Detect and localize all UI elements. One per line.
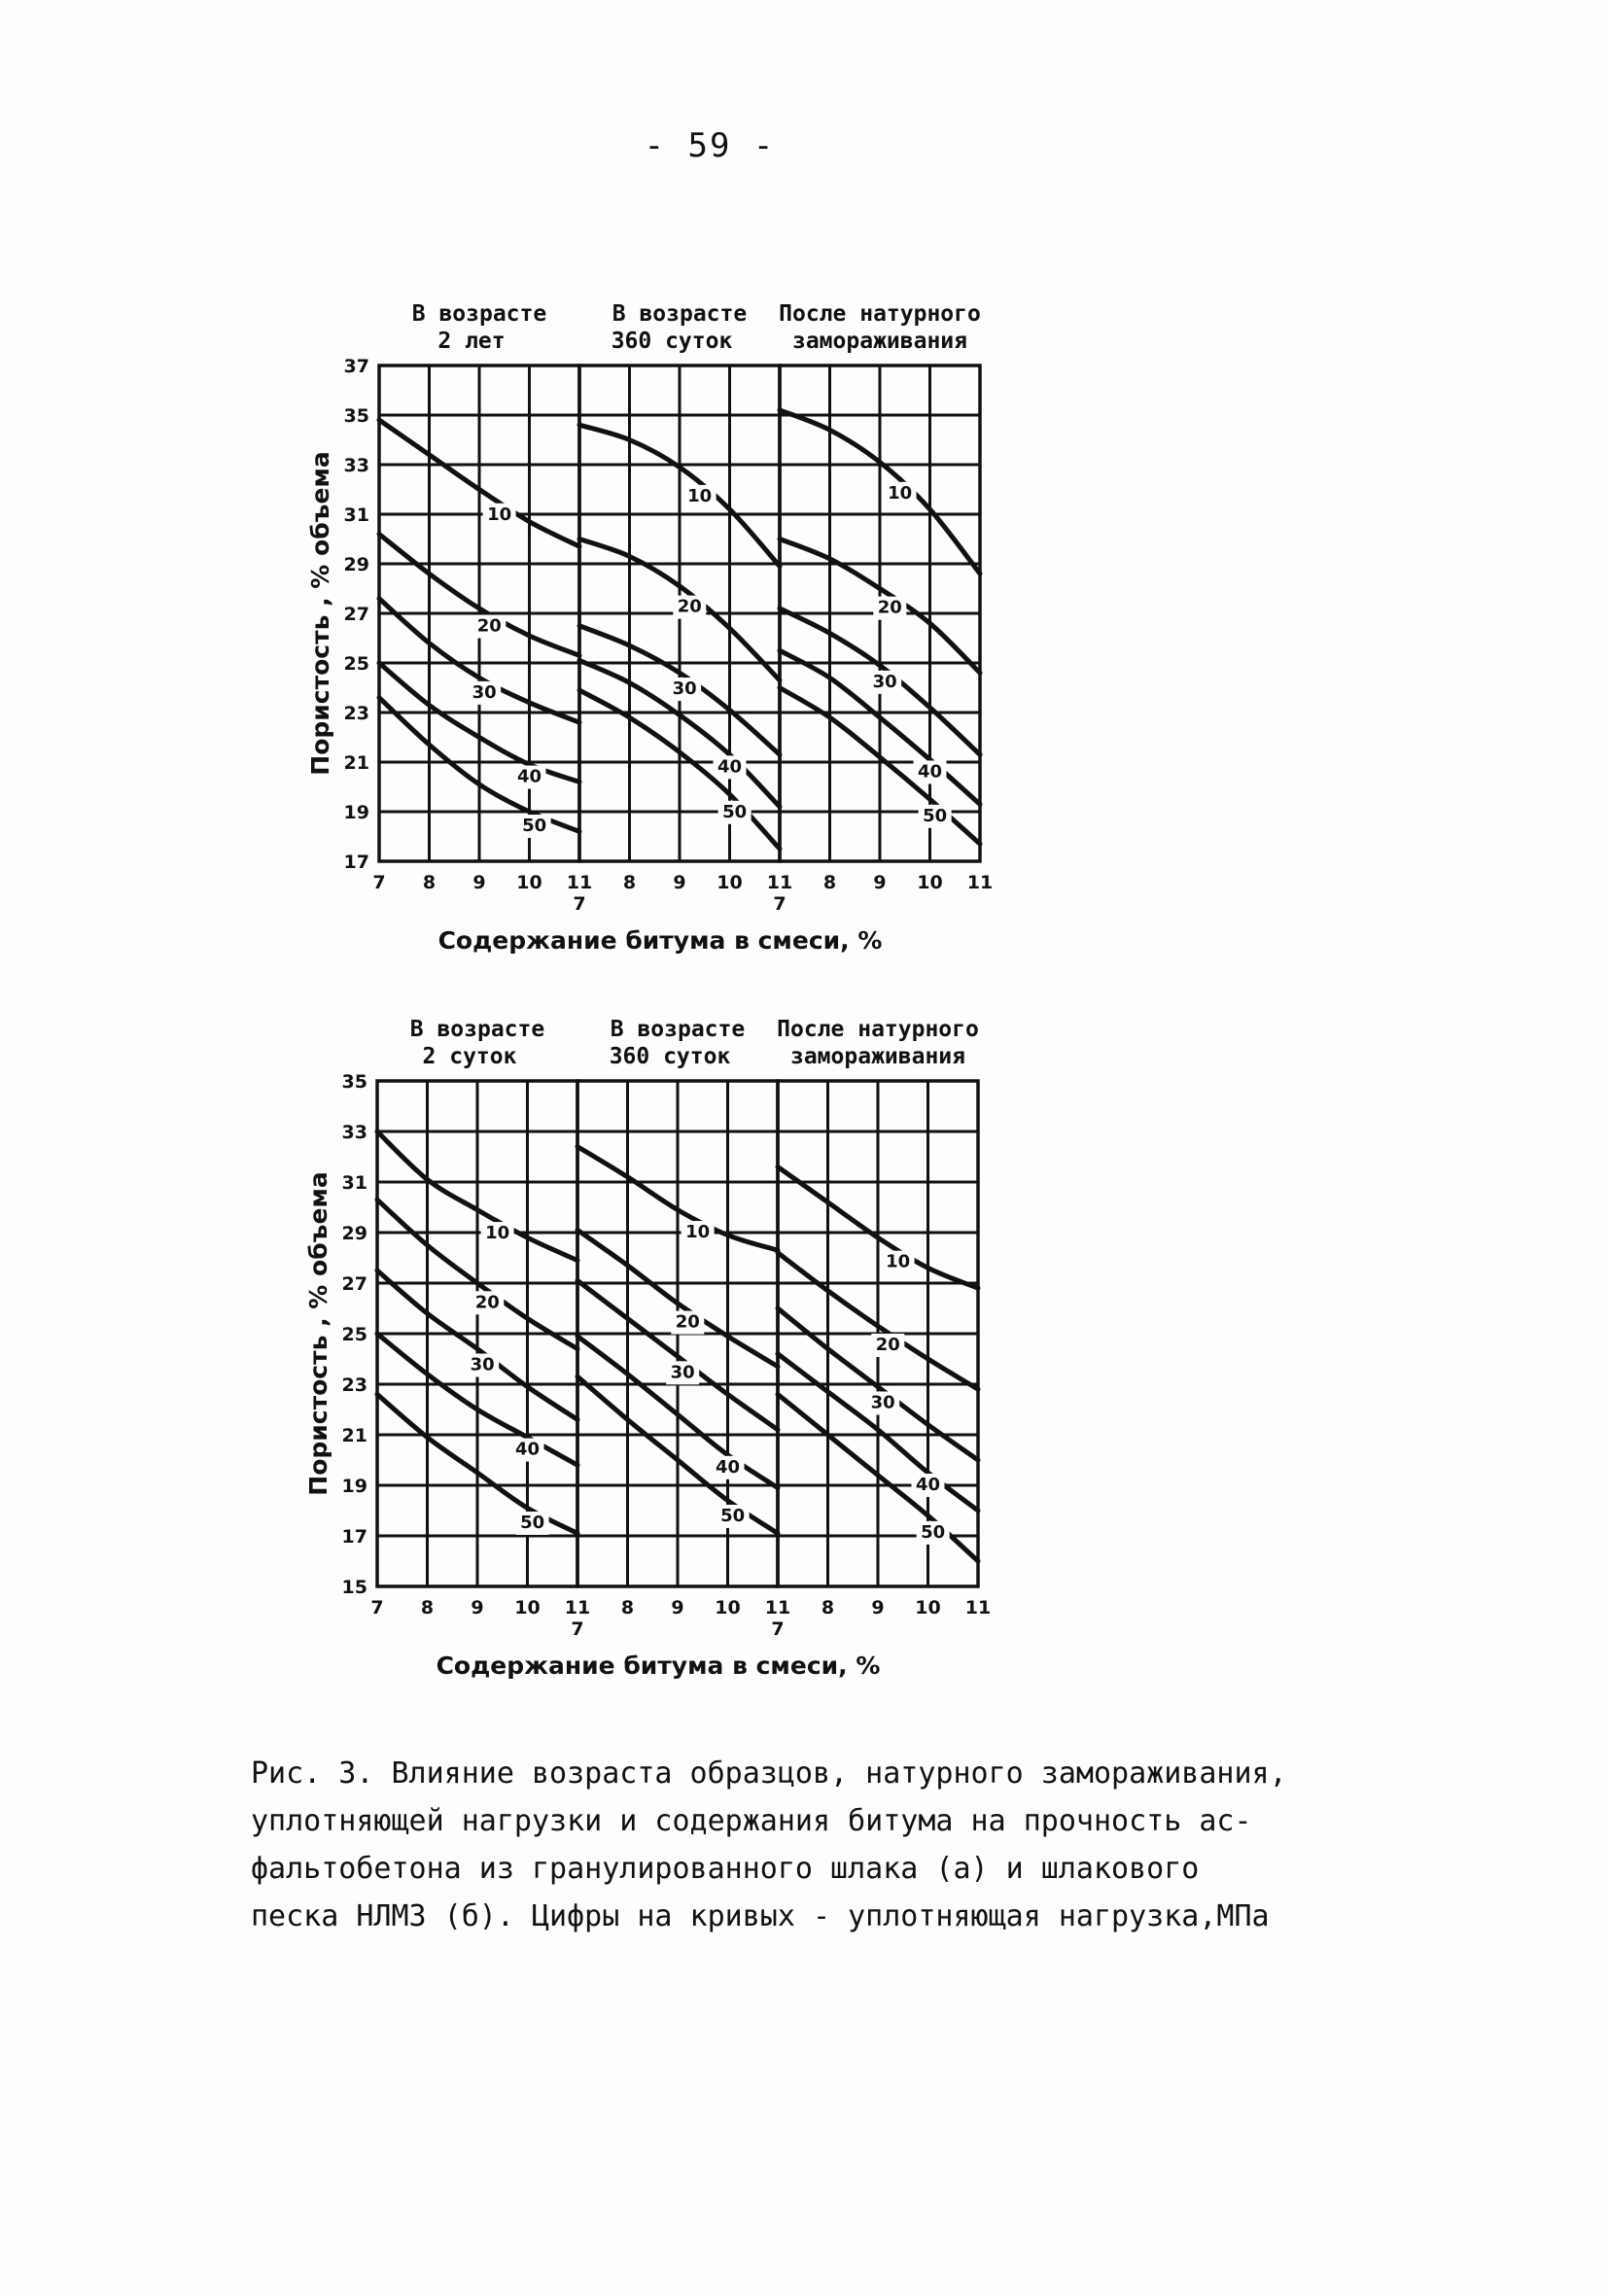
y-tick-label: 31 [343,504,369,526]
caption-line-3: фальтобетона из гранулированного шлака (а) и шлакового [251,1852,1200,1886]
curve-label-50: 50 [520,1513,545,1533]
y-tick-label: 31 [341,1172,367,1194]
curve-label-50: 50 [722,801,748,822]
curve-label-30: 30 [872,671,897,692]
x-tick-label: 7 [372,872,386,893]
curve-label-50: 50 [923,805,948,826]
x-tick-label: 7 [571,1618,584,1640]
panel-title-line: После натурного [777,1017,979,1042]
x-tick-label: 11 [964,1597,992,1618]
y-tick-label: 27 [341,1273,367,1295]
panel-title-line: 2 лет [437,329,506,354]
panel-title-line: 2 суток [422,1044,517,1069]
curve-label-10: 10 [886,1251,911,1272]
curve-label-40: 40 [516,766,542,787]
y-tick-label: 25 [343,653,369,675]
y-tick-label: 29 [341,1223,367,1244]
x-tick-label: 8 [622,872,637,893]
y-axis-title: Пористость , % объема [306,451,334,776]
y-axis-title: Пористость , % объема [304,1171,332,1496]
panel-title-line: замораживания [789,1044,966,1069]
y-tick-label: 23 [341,1374,367,1396]
x-tick-label: 10 [514,1597,541,1618]
y-tick-label: 21 [343,752,369,774]
panel-title-line: 360 суток [611,329,733,354]
figure-b-chart [0,991,1608,1691]
figure-caption [251,1750,1398,1940]
y-tick-label: 33 [341,1122,367,1143]
x-tick-label: 7 [573,893,586,915]
x-tick-label: 8 [420,1597,435,1618]
curve-label-10: 10 [685,1222,711,1242]
x-tick-label: 11 [566,872,593,893]
curve-label-30: 30 [670,1362,695,1383]
figure-a-chart [0,282,1608,982]
x-tick-label: 11 [564,1597,591,1618]
y-tick-label: 27 [343,604,369,625]
curve-label-20: 20 [675,1311,700,1333]
curve-label-40: 40 [514,1439,541,1460]
x-tick-label: 8 [422,872,437,893]
curve-label-10: 10 [487,504,512,525]
curve-label-50: 50 [921,1521,946,1543]
x-tick-label: 7 [771,1618,785,1640]
x-tick-label: 10 [715,1597,741,1618]
x-tick-label: 9 [873,872,887,893]
x-axis-title: Содержание битума в смеси, % [437,926,883,955]
x-tick-label: 7 [773,893,787,915]
panel-title-line: В возрасте [610,1017,746,1042]
y-tick-label: 21 [341,1425,367,1446]
x-tick-label: 10 [717,872,743,893]
x-tick-label: 8 [620,1597,635,1618]
y-tick-label: 23 [343,703,369,724]
y-tick-label: 35 [341,1071,367,1093]
y-tick-label: 15 [341,1577,367,1598]
curve-label-20: 20 [474,1292,500,1313]
x-tick-label: 8 [822,872,837,893]
x-tick-label: 10 [516,872,542,893]
y-tick-label: 35 [343,405,369,427]
x-tick-label: 9 [671,1597,684,1618]
panel-title-line: 360 суток [609,1044,731,1069]
x-tick-label: 9 [871,1597,885,1618]
curve-label-40: 40 [717,756,743,778]
caption-line-1: Рис. 3. Влияние возраста образцов, натурного замораживания, [251,1757,1287,1791]
x-tick-label: 10 [915,1597,941,1618]
curve-label-10: 10 [687,485,713,506]
curve-label-50: 50 [720,1505,746,1526]
panel-title-line: После натурного [779,301,981,327]
curve-label-20: 20 [476,615,502,637]
panel-title-line: В возрасте [612,301,748,327]
x-axis-title: Содержание битума в смеси, % [436,1652,881,1680]
x-tick-label: 8 [821,1597,835,1618]
panel-title-line: замораживания [791,329,968,354]
y-tick-label: 19 [343,802,369,823]
caption-line-2: уплотняющей нагрузки и содержания битума на прочность ас- [251,1804,1252,1838]
page-number: - 59 - [644,126,776,165]
y-tick-label: 25 [341,1324,367,1345]
x-tick-label: 9 [471,1597,484,1618]
x-tick-label: 9 [673,872,686,893]
caption-line-4: песка НЛМЗ (б). Цифры на кривых - уплотняющая нагрузка,МПа [251,1899,1270,1933]
curve-label-30: 30 [672,678,697,700]
y-tick-label: 17 [341,1526,367,1548]
panel-title-line: В возрасте [411,301,547,327]
curve-label-40: 40 [917,761,943,783]
x-tick-label: 11 [966,872,994,893]
x-tick-label: 7 [370,1597,384,1618]
x-tick-label: 11 [764,1597,791,1618]
curve-label-30: 30 [472,681,497,703]
curve-label-20: 20 [875,1334,900,1355]
curve-label-30: 30 [870,1392,895,1413]
y-tick-label: 37 [343,356,369,377]
x-tick-label: 9 [472,872,486,893]
curve-label-50: 50 [522,816,547,837]
curve-label-20: 20 [877,597,902,618]
curve-label-40: 40 [715,1456,741,1478]
curve-label-10: 10 [485,1223,510,1244]
curve-label-40: 40 [915,1475,941,1495]
curve-label-30: 30 [470,1354,495,1375]
curve-label-10: 10 [888,482,913,504]
y-tick-label: 17 [343,852,369,873]
y-tick-label: 19 [341,1476,367,1497]
y-tick-label: 33 [343,455,369,476]
x-tick-label: 11 [766,872,793,893]
panel-title-line: В возрасте [409,1017,545,1042]
x-tick-label: 10 [917,872,943,893]
curve-label-20: 20 [677,596,702,617]
y-tick-label: 29 [343,554,369,575]
